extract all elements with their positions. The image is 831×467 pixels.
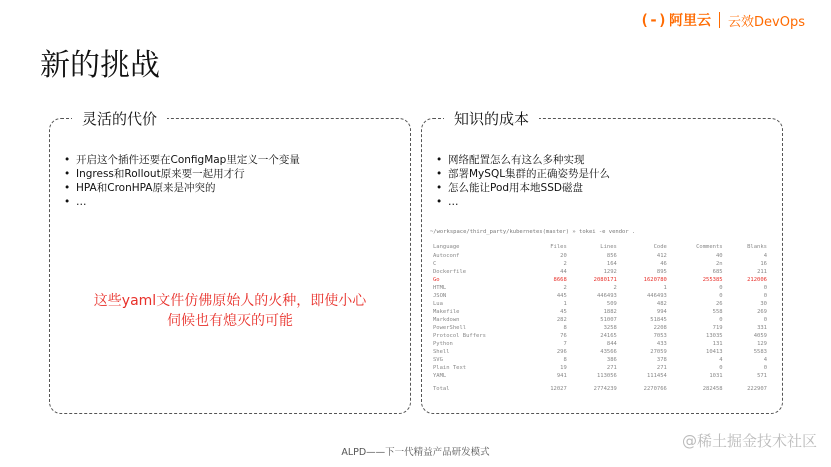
table-cell: 2080171 bbox=[593, 277, 617, 283]
aliyun-logo bbox=[640, 10, 711, 30]
table-cell: C bbox=[433, 261, 437, 267]
table-cell: 12027 bbox=[550, 386, 567, 392]
table-row bbox=[430, 332, 770, 340]
table-cell: 30 bbox=[760, 301, 767, 307]
table-cell: 856 bbox=[606, 253, 617, 259]
table-cell: Dockerfile bbox=[433, 269, 467, 275]
table-cell: 8 bbox=[563, 325, 567, 331]
table-cell: 1882 bbox=[603, 309, 617, 315]
table-cell: 43566 bbox=[600, 349, 617, 355]
table-cell: 8668 bbox=[553, 277, 567, 283]
list-item: • … bbox=[436, 195, 772, 209]
table-cell: 164 bbox=[606, 261, 617, 267]
highlight-quote bbox=[50, 291, 410, 331]
table-cell: 2774239 bbox=[593, 386, 617, 392]
table-row bbox=[430, 348, 770, 356]
table-cell: 20 bbox=[560, 253, 567, 259]
footer-text: ALPD——下一代精益产品研发模式 bbox=[341, 447, 490, 458]
table-cell: 113056 bbox=[596, 373, 617, 379]
table-cell: 1292 bbox=[603, 269, 617, 275]
table-cell: Autoconf bbox=[433, 253, 460, 259]
list-item: • 开启这个插件还要在ConfigMap里定义一个变量 bbox=[64, 153, 400, 167]
table-cell: 0 bbox=[719, 317, 723, 323]
table-cell: 51007 bbox=[600, 317, 617, 323]
table-cell: 296 bbox=[556, 349, 567, 355]
table-cell: 24165 bbox=[600, 333, 617, 339]
table-cell: 445 bbox=[556, 293, 567, 299]
table-cell: Markdown bbox=[433, 317, 460, 323]
table-cell: 0 bbox=[763, 317, 767, 323]
table-cell: 331 bbox=[757, 325, 767, 331]
table-cell: 2 bbox=[563, 285, 567, 291]
table-cell: 7053 bbox=[653, 333, 667, 339]
column-header: Files bbox=[550, 244, 567, 250]
table-cell: 378 bbox=[656, 357, 667, 363]
table-cell: 129 bbox=[757, 341, 767, 347]
table-cell: 212006 bbox=[747, 277, 767, 283]
column-header: Comments bbox=[696, 244, 723, 250]
table-row bbox=[430, 372, 770, 380]
table-row bbox=[430, 300, 770, 308]
table-row bbox=[430, 340, 770, 348]
column-header: Lines bbox=[600, 244, 617, 250]
watermark: @稀土掘金技术社区 bbox=[681, 432, 817, 450]
table-row bbox=[430, 268, 770, 276]
table-cell: 0 bbox=[763, 293, 767, 299]
table-cell: 0 bbox=[719, 285, 723, 291]
table-cell: 255385 bbox=[702, 277, 723, 283]
table-row bbox=[430, 324, 770, 332]
table-cell: Plain Text bbox=[433, 365, 467, 371]
table-cell: Go bbox=[433, 277, 440, 283]
table-row bbox=[430, 308, 770, 316]
table-cell: Shell bbox=[433, 349, 450, 355]
table-cell: 131 bbox=[712, 341, 723, 347]
table-cell: Lua bbox=[433, 301, 443, 307]
table-cell: 8 bbox=[563, 357, 567, 363]
table-cell: 51845 bbox=[650, 317, 667, 323]
total-row bbox=[430, 380, 770, 393]
list-item: • 部署MySQL集群的正确姿势是什么 bbox=[436, 167, 772, 181]
right-panel-title: 知识的成本 bbox=[444, 108, 539, 129]
table-cell: 0 bbox=[719, 365, 723, 371]
table-row bbox=[430, 364, 770, 372]
page-title: 新的挑战 bbox=[40, 48, 160, 83]
table-cell: 2208 bbox=[653, 325, 667, 331]
column-header: Language bbox=[433, 244, 460, 250]
table-cell: 941 bbox=[556, 373, 567, 379]
logo-divider bbox=[719, 12, 720, 28]
table-cell: 76 bbox=[560, 333, 567, 339]
table-row bbox=[430, 284, 770, 292]
list-item: • Ingress和Rollout原来要一起用才行 bbox=[64, 167, 400, 181]
table-cell: 433 bbox=[656, 341, 667, 347]
table-cell: 2 bbox=[613, 285, 617, 291]
terminal-screenshot bbox=[430, 229, 770, 409]
table-cell: 2n bbox=[715, 261, 723, 267]
table-cell: 482 bbox=[656, 301, 667, 307]
table-cell: 386 bbox=[606, 357, 617, 363]
table-cell: SVG bbox=[433, 357, 443, 363]
table-cell: 2 bbox=[563, 261, 567, 267]
column-header: Blanks bbox=[747, 244, 767, 250]
table-cell: 40 bbox=[715, 253, 723, 259]
table-cell: 211 bbox=[757, 269, 767, 275]
table-cell: Python bbox=[433, 341, 453, 347]
table-cell: 446493 bbox=[646, 293, 667, 299]
table-cell: 571 bbox=[757, 373, 767, 379]
table-cell: 1 bbox=[563, 301, 567, 307]
table-cell: 3258 bbox=[603, 325, 617, 331]
highlight-line-1: 这些yaml文件仿佛原始人的火种，即使小心 bbox=[93, 293, 367, 309]
table-cell: 45 bbox=[560, 309, 567, 315]
logo-brand-text: 阿里云 bbox=[669, 13, 712, 29]
table-row bbox=[430, 276, 770, 284]
table-row bbox=[430, 260, 770, 268]
table-cell: 269 bbox=[757, 309, 767, 315]
loc-table bbox=[430, 243, 770, 393]
list-item: • … bbox=[64, 195, 400, 209]
left-panel bbox=[49, 110, 411, 414]
list-item: • 怎么能让Pod用本地SSD磁盘 bbox=[436, 181, 772, 195]
table-row bbox=[430, 356, 770, 364]
table-cell: 27059 bbox=[650, 349, 667, 355]
right-panel bbox=[421, 110, 783, 414]
table-cell: JSON bbox=[433, 293, 447, 299]
table-cell: 13035 bbox=[706, 333, 723, 339]
aliyun-bracket-icon: (-) bbox=[639, 11, 668, 29]
brand-logo bbox=[640, 10, 805, 30]
right-bullet-list bbox=[436, 153, 772, 209]
table-cell: Makefile bbox=[433, 309, 460, 315]
table-cell: 271 bbox=[606, 365, 617, 371]
table-cell: 0 bbox=[763, 365, 767, 371]
logo-product-text: 云效DevOps bbox=[728, 14, 805, 30]
table-cell: 4 bbox=[719, 357, 723, 363]
table-cell: 446493 bbox=[596, 293, 617, 299]
table-cell: 222907 bbox=[747, 386, 767, 392]
list-item: • 网络配置怎么有这么多种实现 bbox=[436, 153, 772, 167]
table-cell: 4 bbox=[763, 357, 767, 363]
table-cell: 44 bbox=[560, 269, 567, 275]
table-cell: 1031 bbox=[709, 373, 723, 379]
table-cell: YAML bbox=[433, 373, 447, 379]
left-bullet-list bbox=[64, 153, 400, 209]
table-cell: 844 bbox=[606, 341, 617, 347]
table-cell: 10413 bbox=[706, 349, 723, 355]
table-cell: 685 bbox=[712, 269, 723, 275]
table-cell: 4059 bbox=[753, 333, 767, 339]
table-cell: 558 bbox=[712, 309, 723, 315]
table-cell: 16 bbox=[760, 261, 767, 267]
table-cell: 7 bbox=[563, 341, 567, 347]
table-cell: HTML bbox=[433, 285, 447, 291]
table-row bbox=[430, 252, 770, 260]
table-cell: 2270766 bbox=[643, 386, 667, 392]
table-cell: 282458 bbox=[702, 386, 723, 392]
table-cell: 19 bbox=[560, 365, 567, 371]
table-cell: 895 bbox=[656, 269, 667, 275]
list-item: • HPA和CronHPA原来是冲突的 bbox=[64, 181, 400, 195]
table-cell: 719 bbox=[712, 325, 723, 331]
table-cell: 26 bbox=[715, 301, 723, 307]
table-cell: 282 bbox=[556, 317, 567, 323]
table-cell: 0 bbox=[719, 293, 723, 299]
left-panel-title: 灵活的代价 bbox=[72, 108, 167, 129]
table-cell: 412 bbox=[656, 253, 667, 259]
column-header: Code bbox=[653, 244, 667, 250]
table-cell: 271 bbox=[656, 365, 667, 371]
terminal-command: ~/workspace/third_party/kubernetes(master) » tokei -e vendor . bbox=[430, 229, 636, 235]
table-cell: Protocol Buffers bbox=[433, 333, 486, 339]
table-cell: 111454 bbox=[646, 373, 667, 379]
table-cell: Total bbox=[433, 386, 450, 392]
table-cell: 4 bbox=[763, 253, 767, 259]
table-cell: 1620780 bbox=[643, 277, 667, 283]
table-row bbox=[430, 292, 770, 300]
table-row bbox=[430, 316, 770, 324]
table-cell: 46 bbox=[660, 261, 667, 267]
table-cell: 5583 bbox=[753, 349, 767, 355]
highlight-line-2: 伺候也有熄灭的可能 bbox=[167, 313, 293, 329]
table-cell: 509 bbox=[606, 301, 617, 307]
table-cell: 1 bbox=[663, 285, 667, 291]
table-cell: PowerShell bbox=[433, 325, 467, 331]
table-cell: 0 bbox=[763, 285, 767, 291]
table-cell: 994 bbox=[656, 309, 667, 315]
